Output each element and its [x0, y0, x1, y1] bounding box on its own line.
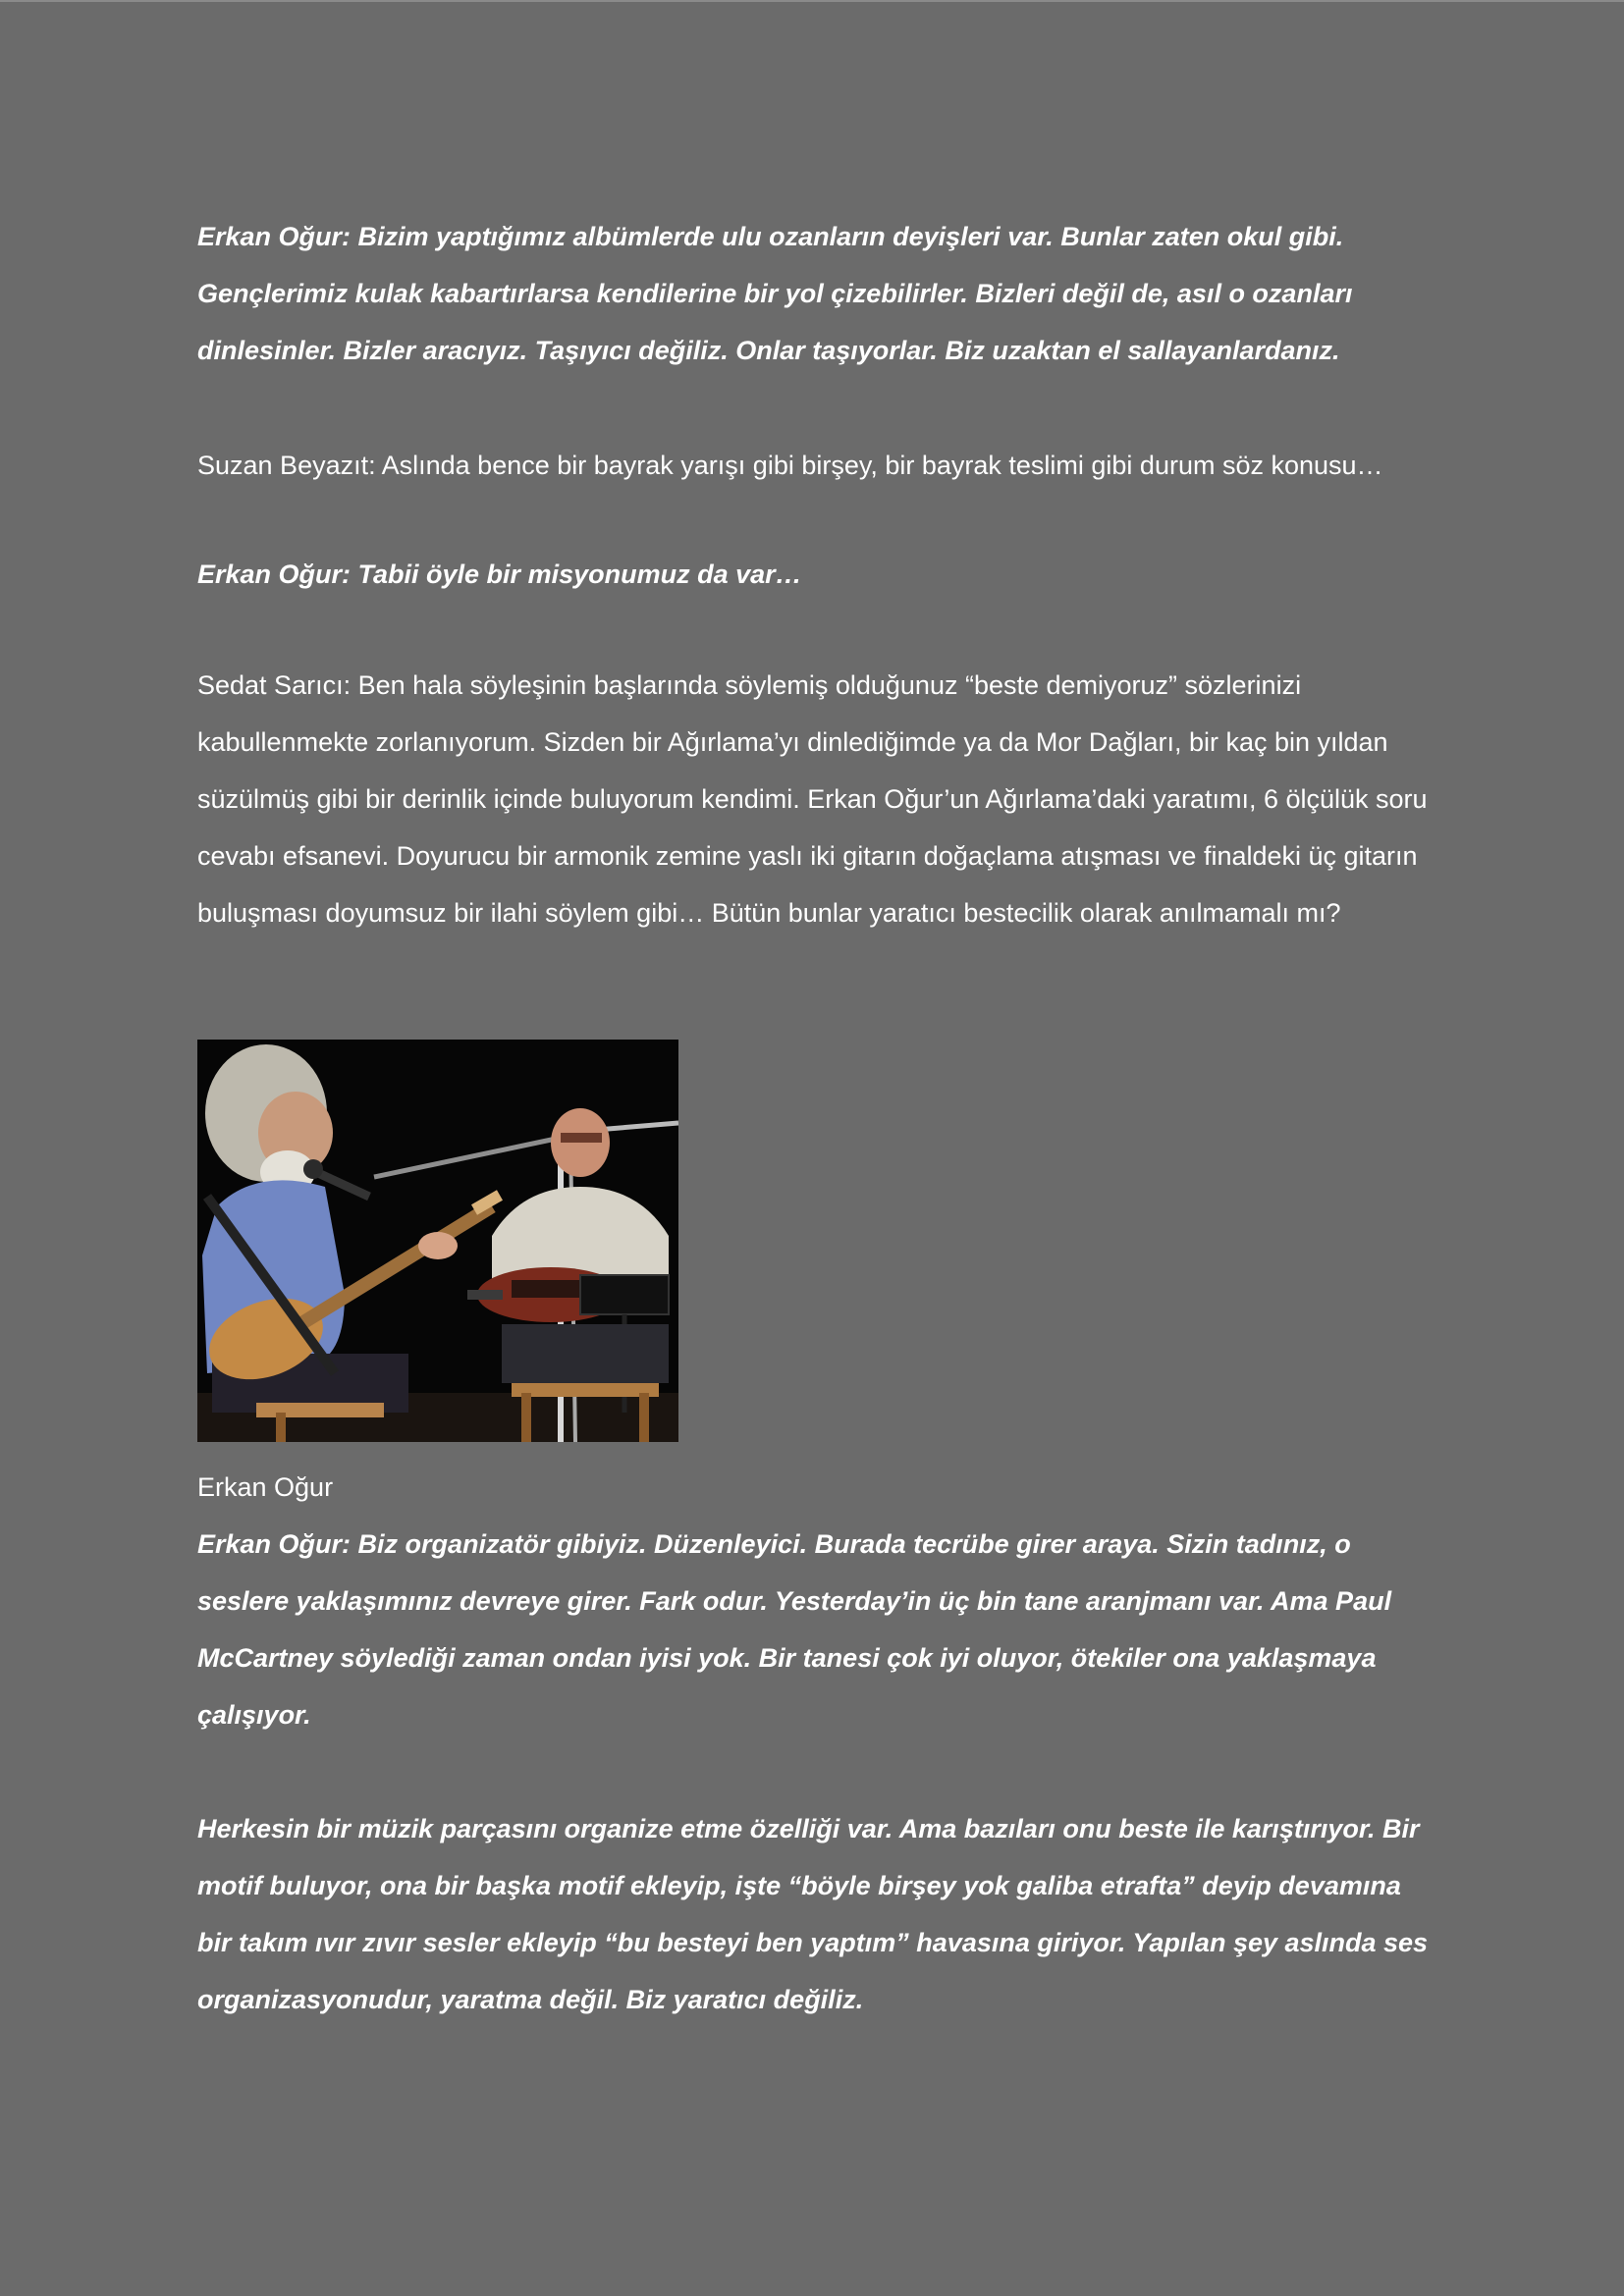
paragraph-erkan-ogur-4: Herkesin bir müzik parçasını organize etme özelliği var. Ama bazıları onu beste ile karıştırıyor. Bir motif buluyor, ona bir başka motif ekleyip, işte “böyle birşey yok galiba etrafta” deyip devamına bir takım ıvır zıvır sesler ekleyip “bu besteyi ben yaptım” havasına giriyor. Yapılan şey aslında ses organizasyonudur, yaratma değil. Biz yaratıcı değiliz. [197, 1814, 1429, 2014]
paragraph-1-block [197, 208, 1435, 379]
concert-photo-illustration [197, 1040, 678, 1442]
paragraph-4-block [197, 657, 1435, 941]
paragraph-3-block [197, 546, 1435, 603]
photo-caption: Erkan Oğur [197, 1472, 334, 1502]
paragraph-sedat-sarici: Sedat Sarıcı: Ben hala söyleşinin başlarında söylemiş olduğunuz “beste demiyoruz” sözlerinizi kabullenmekte zorlanıyorum. Sizden bir Ağırlama’yı dinlediğimde ya da Mor Dağları, bir kaç bin yıldan süzülmüş gibi bir derinlik içinde buluyorum kendimi. Erkan Oğur’un Ağırlama’daki yaratımı, 6 ölçülük soru cevabı efsanevi. Doyurucu bir armonik zemine yaslı iki gitarın doğaçlama atışması ve finaldeki üç gitarın buluşması doyumsuz bir ilahi söylem gibi… Bütün bunlar yaratıcı bestecilik olarak anılmamalı mı? [197, 670, 1428, 928]
paragraph-suzan-beyazit: Suzan Beyazıt: Aslında bence bir bayrak yarışı gibi birşey, bir bayrak teslimi gibi durum söz konusu… [197, 451, 1383, 480]
paragraph-erkan-ogur-1: Erkan Oğur: Bizim yaptığımız albümlerde ulu ozanların deyişleri var. Bunlar zaten okul gibi. Gençlerimiz kulak kabartırlarsa kendilerine bir yol çizebilirler. Bizleri değil de, asıl o ozanları dinlesinler. Bizler aracıyız. Taşıyıcı değiliz. Onlar taşıyorlar. Biz uzaktan el sallayanlardanız. [197, 222, 1353, 365]
paragraph-5-block [197, 1516, 1435, 1743]
page-top-border [0, 0, 1624, 2]
paragraph-erkan-ogur-2: Erkan Oğur: Tabii öyle bir misyonumuz da var… [197, 560, 802, 589]
concert-photo [197, 1040, 678, 1442]
paragraph-6-block [197, 1800, 1435, 2028]
paragraph-erkan-ogur-3: Erkan Oğur: Biz organizatör gibiyiz. Düzenleyici. Burada tecrübe girer araya. Sizin tadınız, o seslere yaklaşımınız devreye girer. Fark odur. Yesterday’in üç bin tane aranjmanı var. Ama Paul McCartney söylediği zaman ondan iyisi yok. Bir tanesi çok iyi oluyor, ötekiler ona yaklaşmaya çalışıyor. [197, 1529, 1392, 1730]
paragraph-2-block [197, 437, 1435, 494]
